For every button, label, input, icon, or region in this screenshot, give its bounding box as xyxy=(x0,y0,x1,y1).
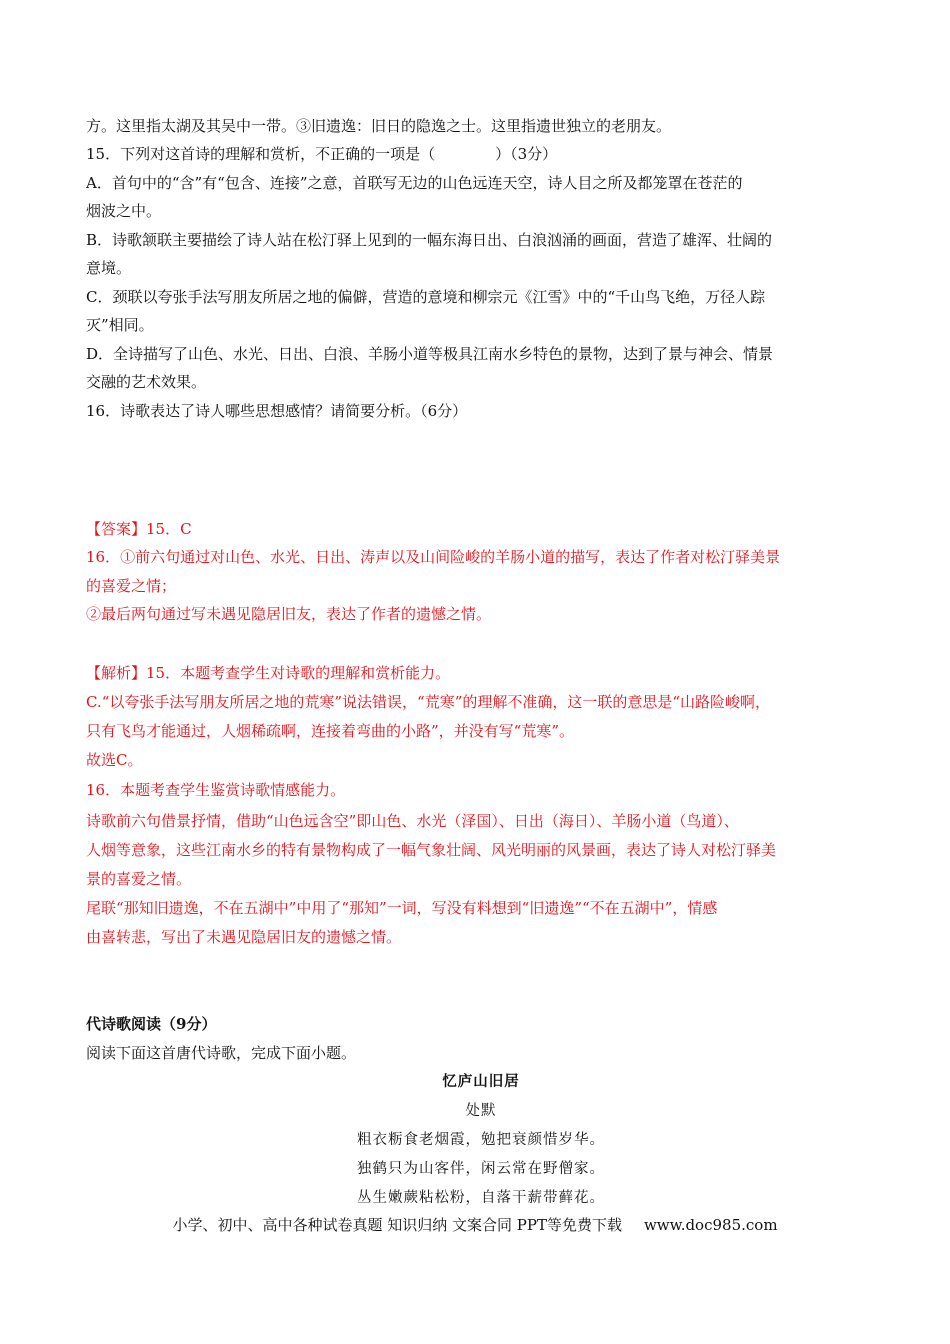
option-a-line-1: A．首句中的“含”有“包含、连接”之意，首联写无边的山色远连天空，诗人目之所及都笼罩在苍茫的 xyxy=(86,174,743,192)
section-title: 代诗歌阅读（9分） xyxy=(86,1015,217,1033)
analysis-line-1: C.“以夸张手法写朋友所居之地的荒寒”说法错误，“荒寒”的理解不准确，这一联的意思是“山路险峻啊， xyxy=(86,693,771,711)
answer-16-line-2: 的喜爱之情； xyxy=(86,577,177,595)
section-instruction: 阅读下面这首唐代诗歌，完成下面小题。 xyxy=(86,1044,357,1062)
poem-author: 处默 xyxy=(465,1103,497,1119)
option-d-line-2: 交融的艺术效果。 xyxy=(86,373,207,391)
question-16-stem: 16．诗歌表达了诗人哪些思想感情？请简要分析。（6分） xyxy=(86,402,468,420)
poem-line-3: 丛生嫩蕨粘松粉，自落干薪带藓花。 xyxy=(357,1190,605,1206)
analysis-line-8: 尾联“那知旧遗逸，不在五湖中”中用了“那知”一词，写没有料想到“旧遗逸”“不在五湖中”，情感 xyxy=(86,899,718,917)
option-b-line-2: 意境。 xyxy=(86,259,132,277)
analysis-15-heading: 15．本题考查学生对诗歌的理解和赏析能力。 xyxy=(146,664,451,682)
option-a-line-2: 烟波之中。 xyxy=(86,202,162,220)
footer-url[interactable]: www.doc985.com xyxy=(643,1216,778,1234)
answer-16-line-1: 16．①前六句通过对山色、水光、日出、涛声以及山间险峻的羊肠小道的描写，表达了作者对松汀驿美景 xyxy=(86,548,781,566)
page-footer xyxy=(0,1214,950,1236)
poem-line-2: 独鹤只为山客伴，闲云常在野僧家。 xyxy=(357,1161,605,1177)
poem-line-1: 粗衣粝食老烟霞，勉把衰颜惜岁华。 xyxy=(357,1132,605,1148)
analysis-line-2: 只有飞鸟才能通过，人烟稀疏啊，连接着弯曲的小路”，并没有写“荒寒”。 xyxy=(86,722,575,740)
option-c-line-1: C．颈联以夸张手法写朋友所居之地的偏僻，营造的意境和柳宗元《江雪》中的“千山鸟飞绝，万径人踪 xyxy=(86,288,766,306)
answer-15: 15．C xyxy=(146,520,192,538)
option-d-line-1: D．全诗描写了山色、水光、日出、白浪、羊肠小道等极具江南水乡特色的景物，达到了景与神会、情景 xyxy=(86,345,774,363)
analysis-line-6: 人烟等意象，这些江南水乡的特有景物构成了一幅气象壮阔、风光明丽的风景画，表达了诗人对松汀驿美 xyxy=(86,841,777,859)
option-c-line-2: 灭”相同。 xyxy=(86,316,154,334)
question-15-stem: 15．下列对这首诗的理解和赏析，不正确的一项是（ ）（3分） xyxy=(86,145,558,163)
analysis-line xyxy=(86,662,876,684)
analysis-line-9: 由喜转悲，写出了未遇见隐居旧友的遗憾之情。 xyxy=(86,928,402,946)
answer-label: 【答案】 xyxy=(86,520,147,538)
previous-note-tail: 方。这里指太湖及其吴中一带。③旧遗逸：旧日的隐逸之士。这里指遗世独立的老朋友。 xyxy=(86,117,672,135)
analysis-line-5: 诗歌前六句借景抒情，借助“山色远含空”即山色、水光（泽国）、日出（海日）、羊肠小道（鸟道）、 xyxy=(86,812,739,830)
answer-line xyxy=(86,518,876,540)
footer-text: 小学、初中、高中各种试卷真题 知识归纳 文案合同 PPT等免费下载 xyxy=(172,1216,622,1234)
analysis-label: 【解析】 xyxy=(86,664,147,682)
option-b-line-1: B．诗歌颔联主要描绘了诗人站在松汀驿上见到的一幅东海日出、白浪汹涌的画面，营造了雄浑、壮阔的 xyxy=(86,231,773,249)
answer-16-line-3: ②最后两句通过写未遇见隐居旧友，表达了作者的遗憾之情。 xyxy=(86,605,492,623)
poem-title: 忆庐山旧居 xyxy=(442,1074,520,1090)
analysis-line-3: 故选C。 xyxy=(86,751,143,769)
analysis-line-4: 16．本题考查学生鉴赏诗歌情感能力。 xyxy=(86,781,346,799)
analysis-line-7: 景的喜爱之情。 xyxy=(86,870,192,888)
